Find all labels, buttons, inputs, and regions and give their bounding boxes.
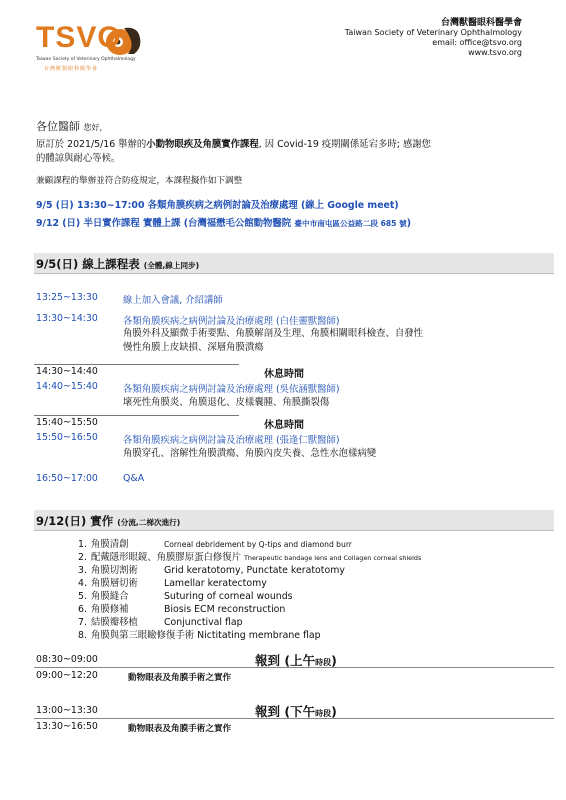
venue-address: 臺中市南屯區公益路二段 685 號: [294, 219, 407, 228]
online-title-note: (全體,線上同步): [143, 261, 200, 270]
greeting: [36, 118, 108, 134]
item-number: 6.: [78, 604, 87, 615]
am-label-small: 時段: [315, 658, 332, 667]
greeting-tail: 您好，: [83, 123, 108, 132]
item-zh: 角膜層切術: [90, 578, 138, 589]
intro-paragraph: [36, 138, 526, 166]
am-row-desc: 動物眼表及角膜手術之實作: [128, 673, 232, 683]
practical-item: [78, 536, 352, 550]
practical-title-text: 9/12(日) 實作: [36, 514, 114, 528]
org-contact-block: [345, 18, 522, 58]
item-zh: 角膜修補: [90, 604, 129, 615]
item-en: Therapeutic bandage lens and Collagen corneal shields: [243, 554, 422, 562]
online-row-time: 13:25~13:30: [36, 292, 98, 303]
item-zh: 角膜與第三眼瞼修復手術: [90, 630, 195, 641]
online-title-text: 9/5(日) 線上課程表: [36, 257, 140, 271]
item-number: 4.: [78, 578, 87, 589]
item-number: 5.: [78, 591, 87, 602]
adjustment-note: 兼顧課程的舉辦並符合防疫規定，本課程擬作如下調整: [36, 176, 243, 186]
logo-text: TSVO: [36, 21, 122, 54]
online-row-text: 各類角膜疾病之病例討論及治療處理 (白佳靈獸醫師): [123, 316, 340, 327]
online-row-text: 各類角膜疾病之病例討論及治療處理 (張逢仁獸醫師): [123, 435, 340, 446]
am-row-time: 09:00~12:20: [36, 670, 98, 681]
divider: [34, 364, 239, 365]
schedule-practical-text: 9/12 (日) 半日實作課程 實體上課 (台灣福懋毛公館動物醫院: [36, 218, 295, 229]
break-label: 休息時間: [264, 420, 304, 431]
item-zh: 結膜瓣移植: [90, 617, 138, 628]
pm-row-time: 13:30~16:50: [36, 721, 98, 732]
item-number: 7.: [78, 617, 87, 628]
online-row-text: Q&A: [123, 473, 145, 484]
online-row-time: 14:40~15:40: [36, 381, 98, 392]
online-section-title: [36, 256, 199, 272]
item-number: 1.: [78, 539, 87, 550]
online-row-time: 16:50~17:00: [36, 473, 98, 484]
item-zh: 配戴隱形眼鏡、角膜膠原蛋白修復片: [90, 552, 241, 563]
am-label-text: 報到 (上午: [255, 653, 316, 668]
schedule-line-online: 9/5 (日) 13:30~17:00 各類角膜疾病之病例討論及治療處理 (線上 Google meet): [36, 200, 399, 211]
practical-item: [78, 614, 243, 628]
pm-label-small: 時段: [315, 709, 332, 718]
item-zh: 角膜切割術: [90, 565, 138, 576]
divider: [34, 415, 239, 416]
online-row-time: 15:50~16:50: [36, 432, 98, 443]
online-row-text: 各類角膜疾病之病例討論及治療處理 (吳依涵獸醫師): [123, 384, 340, 395]
greeting-text: 各位醫師: [36, 120, 80, 133]
break-label: 休息時間: [264, 369, 304, 380]
online-row-desc: 壞死性角膜炎、角膜退化、皮樣囊腫、角膜撕裂傷: [123, 397, 330, 408]
item-en: Nictitating membrane flap: [197, 630, 321, 641]
org-email: email: office@tsvo.org: [432, 38, 522, 47]
item-en: Suturing of corneal wounds: [163, 591, 293, 602]
practical-item: [78, 562, 345, 576]
course-name: 小動物眼疾及角膜實作課程: [146, 139, 259, 150]
online-row-time: 13:30~14:30: [36, 313, 98, 324]
intro-part-b: , 因 Covid-19 疫期關係延宕多時; 感謝您: [258, 139, 432, 150]
intro-part-a: 原訂於 2021/5/16 舉辦的: [36, 139, 147, 150]
practical-item: [78, 627, 321, 641]
org-name-zh: 台灣獸醫眼科醫學會: [440, 18, 522, 28]
logo-subtitle-en: Taiwan Society of Veterinary Ophthalmology: [36, 57, 136, 62]
practical-title-note: (分流,二梯次進行): [117, 518, 181, 527]
pm-row-time: 13:00~13:30: [36, 705, 98, 716]
pm-checkin-label: [255, 702, 337, 720]
online-row-time: 14:30~14:40: [36, 366, 98, 377]
am-row-time: 08:30~09:00: [36, 654, 98, 665]
intro-part-c: 的體諒與耐心等候。: [36, 153, 121, 164]
online-row-text: 線上加入會議, 介紹講師: [123, 295, 223, 306]
item-zh: 角膜清創: [90, 539, 129, 550]
item-en: Lamellar keratectomy: [163, 578, 267, 589]
pm-label-close: ): [331, 704, 337, 719]
am-label-close: ): [331, 653, 337, 668]
schedule-line-practical: [36, 215, 411, 229]
item-en: Grid keratotomy, Punctate keratotomy: [163, 565, 345, 576]
org-name-en: Taiwan Society of Veterinary Ophthalmology: [344, 28, 522, 37]
online-row-desc: 角膜穿孔、溶解性角膜潰瘍、角膜內皮失養、急性水泡樣病變: [123, 448, 377, 459]
item-en: Corneal debridement by Q-tips and diamond burr: [163, 540, 352, 549]
item-number: 2.: [78, 552, 87, 563]
practical-item: [78, 549, 421, 563]
practical-item: [78, 575, 267, 589]
item-en: Conjunctival flap: [163, 617, 243, 628]
org-website: www.tsvo.org: [468, 48, 522, 57]
am-checkin-label: [255, 651, 337, 669]
online-row-time: 15:40~15:50: [36, 417, 98, 428]
item-en: Biosis ECM reconstruction: [163, 604, 286, 615]
pm-row-desc: 動物眼表及角膜手術之實作: [128, 724, 232, 734]
practical-section-title: [36, 513, 180, 529]
practical-item: [78, 601, 285, 615]
online-row-desc: 角膜外科及顯微手術要點、角膜解剖及生理、角膜相關眼科檢查、自發性慢性角膜上皮缺損、深層角膜潰瘍: [123, 328, 424, 353]
schedule-practical-close: ): [406, 218, 411, 229]
practical-item: [78, 588, 293, 602]
item-zh: 角膜縫合: [90, 591, 129, 602]
pm-label-text: 報到 (下午: [255, 704, 316, 719]
item-number: 3.: [78, 565, 87, 576]
logo-subtitle-zh: 台灣獸醫眼科醫學會: [44, 66, 99, 72]
item-number: 8.: [78, 630, 87, 641]
